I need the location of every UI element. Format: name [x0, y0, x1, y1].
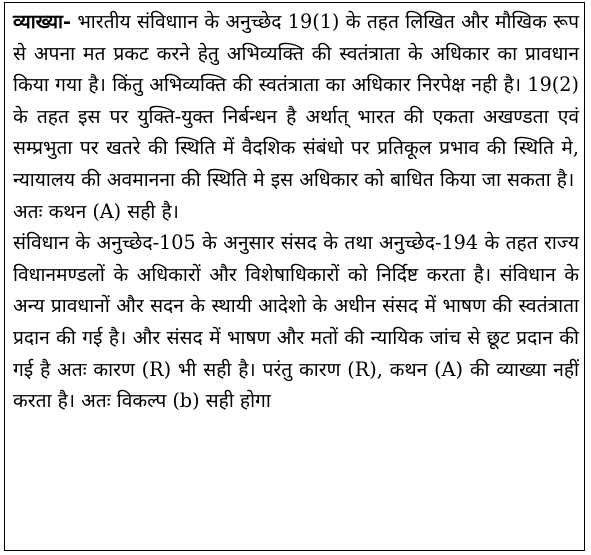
explanation-heading: व्याख्या- [13, 10, 71, 33]
explanation-content [13, 6, 579, 417]
paragraph-1 [13, 6, 579, 196]
paragraph-2: संविधान के अनुच्छेद-105 के अनुसार संसद के तथा अनुच्छेद-194 के तहत राज्य विधानमण्डलों के अधिकारों और विशेषाधिकारों को निर्दिष्ट करता है। संविधान के अन्य प्रावधानों और सदन के स्थायी आदेशो के अधीन संसद में भाषण की स्वतंत्राता प्रदान की गई है। और संसद में भाषण और मतों की न्यायिक जांच से छूट प्रदान की गई है अतः कारण (R) भी सही है। परंतु कारण (R), कथन (A) की व्याख्या नहीं करता है। अतः विकल्प (b) सही होगा [13, 231, 579, 413]
explanation-box [4, 2, 585, 551]
paragraph-1-text: भारतीय संविधाान के अनुच्छेद 19(1) के तहत लिखित और मौखिक रूप से अपना मत प्रकट करने हेतु अभिव्यक्ति की स्वतंत्राता के अधिकार का प्रावधान किया गया है। किंतु अभिव्यक्ति की स्वतंत्राता का अधिकार निरपेक्ष नही है। 19(2) के तहत इस पर युक्ति-युक्त निर्बन्धन है अर्थात् भारत की एकता अखण्डता एवं सम्प्रभुता पर खतरे की स्थिति में वैदशिक संबंधो पर प्रतिकूल प्रभाव की स्थिति मे, न्यायालय की अवमानना की स्थिति मे इस अधिकार को बाधित किया जा सकता है। [13, 10, 579, 191]
conclusion-line: अतः कथन (A) सही है। [13, 199, 179, 223]
